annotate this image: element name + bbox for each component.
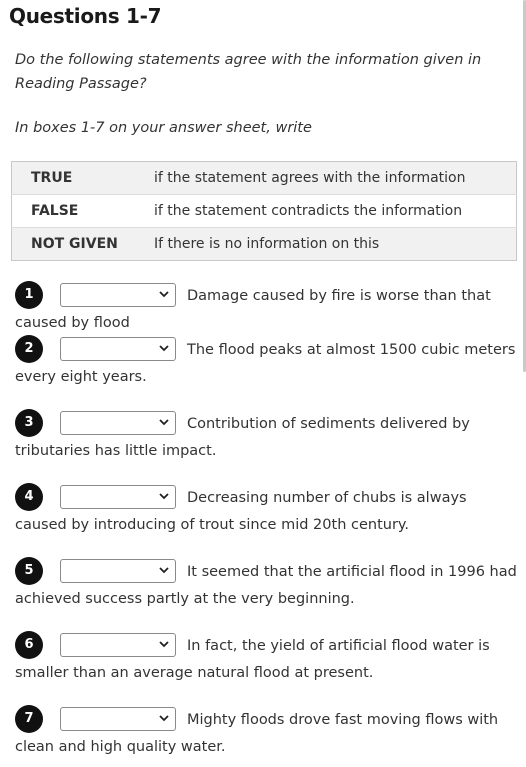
- question-number-badge: 7: [15, 705, 43, 733]
- legend-row: [12, 162, 517, 195]
- question-3: [15, 410, 517, 465]
- chevron-down-icon: [158, 342, 170, 354]
- question-number-badge: 3: [15, 409, 43, 437]
- answer-key-table: [11, 161, 517, 261]
- instruction-text: Do the following statements agree with the information given in Reading Passage?: [15, 52, 482, 92]
- page-title: Questions 1-7: [9, 4, 162, 28]
- statement-text: It seemed that the artificial flood in 1996 had achieved success partly at the very beginning.: [15, 564, 517, 607]
- legend-key: FALSE: [31, 203, 79, 219]
- answer-select-6[interactable]: [60, 633, 176, 657]
- statement-text: Damage caused by fire is worse than that caused by flood: [15, 288, 491, 331]
- chevron-down-icon: [158, 490, 170, 502]
- legend-row: [12, 195, 517, 228]
- question-1: [15, 282, 517, 337]
- statement-text: Decreasing number of chubs is always caused by introducing of trout since mid 20th century.: [15, 490, 467, 533]
- answer-select-2[interactable]: [60, 337, 176, 361]
- question-2: [15, 336, 517, 391]
- answer-select-4[interactable]: [60, 485, 176, 509]
- legend-description: if the statement contradicts the information: [154, 203, 463, 219]
- question-4: [15, 484, 517, 539]
- question-number-badge: 5: [15, 557, 43, 585]
- answer-select-3[interactable]: [60, 411, 176, 435]
- answer-select-5[interactable]: [60, 559, 176, 583]
- chevron-down-icon: [158, 712, 170, 724]
- chevron-down-icon: [158, 564, 170, 576]
- chevron-down-icon: [158, 288, 170, 300]
- question-number-badge: 1: [15, 281, 43, 309]
- legend-key: TRUE: [31, 170, 73, 186]
- question-7: [15, 706, 517, 761]
- statement-text: The flood peaks at almost 1500 cubic meters every eight years.: [15, 342, 516, 385]
- legend-description: If there is no information on this: [154, 236, 380, 252]
- legend-description: if the statement agrees with the information: [154, 170, 466, 186]
- statement-text: Contribution of sediments delivered by tributaries has little impact.: [15, 416, 470, 459]
- answer-sheet-instruction: In boxes 1-7 on your answer sheet, write: [15, 120, 312, 136]
- legend-key: NOT GIVEN: [31, 236, 118, 252]
- question-number-badge: 2: [15, 335, 43, 363]
- answer-select-1[interactable]: [60, 283, 176, 307]
- question-number-badge: 4: [15, 483, 43, 511]
- chevron-down-icon: [158, 638, 170, 650]
- question-6: [15, 632, 517, 687]
- chevron-down-icon: [158, 416, 170, 428]
- question-5: [15, 558, 517, 613]
- statement-text: In fact, the yield of artificial flood water is smaller than an average natural flood at present.: [15, 638, 490, 681]
- statement-text: Mighty floods drove fast moving flows with clean and high quality water.: [15, 712, 499, 755]
- legend-row: [12, 228, 517, 261]
- question-number-badge: 6: [15, 631, 43, 659]
- answer-select-7[interactable]: [60, 707, 176, 731]
